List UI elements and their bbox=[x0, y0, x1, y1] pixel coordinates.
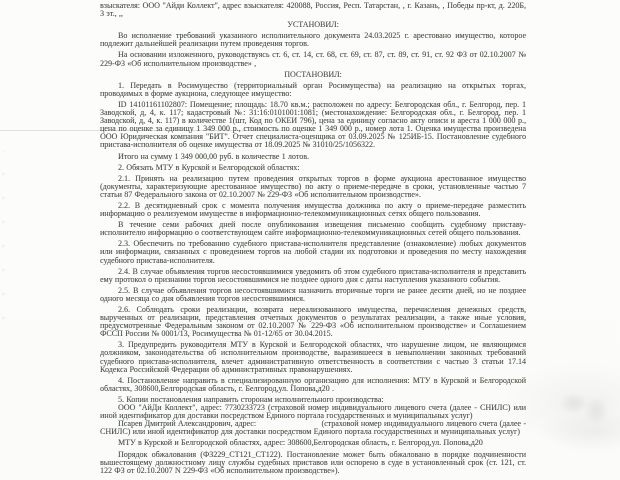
scan-edge-speckle bbox=[2, 150, 5, 330]
para-total-sum: Итого на сумму 1 349 000,00 руб. в количестве 1 лотов. bbox=[118, 151, 309, 161]
document-text-block bbox=[100, 2, 526, 475]
para-1-transfer: 1. Передать в Росимущество (территориальный орган Росимущества) на реализацию на открытых торгах, проводимых в форме аукциона, следующее имущество: bbox=[100, 80, 526, 98]
para-2-1: 2.1. Принять на реализацию путем проведения открытых торгов в форме аукциона арестованное имущество (документы, характеризующие арестованное имущество) по акту о приеме-передаче в сроки, установленные частью 7 статьи 87 Федерального закона от 02.10.2007 № 229-ФЗ «Об исполнительном производстве». bbox=[100, 173, 526, 199]
para-2-6: 2.6. Соблюдать сроки реализации, возврата нереализованного имущества, перечисления денежных средств, вырученных от реализации, представления отчетных документов о результатах реализации, а также иные условия, предусмотренные Федеральным законом от 02.10.2007 № 229-ФЗ «Об исполнительном производстве» и Соглашением ФССП России № 0001/13, Росимущества № 01-12/65 от 30.04.2015. bbox=[100, 305, 526, 339]
para-2-obligate: 2. Обязать МТУ в Курской и Белгородской областях: bbox=[118, 162, 300, 172]
para-property-lot: ID 14101161102807: Помещение; площадь: 18.70 кв.м.; расположен по адресу: Белгородская обл., г. Белгород, пер. 1 Заводской, д, 4, к. 117; кадастровый №: 31:16:0101001:1081; (местонахождение: Белгородская обл., г. Белгород, пер. 1 Заводской, д, 4, к. 117) в количестве 1(шт, Код по ОКЕИ 796), цена за единицу согласно акту описи и ареста 1 000 000 р., цена по оценке за единицу 1 349 000 р., стоимость по оценке 1 349 000 р., номер лота 1. Оценка имущества произведена ООО Юридическая компания "БИТ". Отчет специалиста-оценщика от 03.09.2025 № 125ИБ-15. Постановление судебного пристава-исполнителя об оценке имущества от 18.09.2025 № 31010/25/1056322. bbox=[100, 99, 526, 150]
intro-claimant-line: взыскателя: ООО "Айди Коллект", адрес взыскателя: 420088, Россия, Респ. Татарстан, , г. Казань, , Победы пр-кт, д. 220Б, 3 эт., ,, bbox=[100, 1, 526, 19]
para-4-send: 4. Постановление направить в специализированную организацию для исполнения: МТУ в Курской и Белгородской областях, 308600,Белгородская область, г. Белгород,ул. Попова,д20 . bbox=[100, 375, 526, 393]
para-2-2-note: В течение семи рабочих дней после опубликования извещения письменно сообщить судебному приставу-исполнителю информацию о соответствующем сайте информационно-телекоммуникационных сетей общего пользования. bbox=[100, 220, 526, 238]
para-2-5: 2.5. В случае объявления торгов несостоявшимися назначить вторичные торги не ранее десяти дней, но не позднее одного месяца со дня объявления торгов несостоявшимися. bbox=[100, 285, 526, 303]
para-execution-arrest: Во исполнение требований указанного исполнительного документа 24.03.2025 г. арестовано имущество, которое подлежит дальнейшей реализации путем проведения торгов. bbox=[100, 31, 526, 49]
para-2-3: 2.3. Обеспечить по требованию судебного пристава-исполнителя представление (ознакомление) любых документов или информации, связанных с проведением торгов на любой стадии их подготовки и проведения по месту нахождения судебного пристава-исполнителя. bbox=[100, 239, 526, 265]
para-5-debtor: Псарев Дмитрий Александрович, адрес: (страховой номер индивидуального лицевого счета (далее - СНИЛС) или иной идентификатор для доставки посредством Единого портала государственных и муниципальных услуг) bbox=[100, 419, 526, 437]
para-legal-basis: На основании изложенного, руководствуясь ст. 6, ст. 14, ст. 68, ст. 69, ст. 87, ст. 89, ст. 91, ст. 92 ФЗ от 02.10.2007 № 229-ФЗ «Об исполнительном производстве» , bbox=[100, 50, 526, 68]
para-5-claimant: ООО "АйДи Коллект", адрес: 7730233723 (страховой номер индивидуального лицевого счета (далее - СНИЛС) или иной идентификатор для доставки посредством Единого портала государственных и муниципальных услуг) bbox=[100, 403, 526, 421]
para-5-mtu: МТУ в Курской и Белгородской областях, адрес: 308600,Белгородская область, г. Белгород,ул. Попова,д20 bbox=[118, 438, 483, 448]
para-2-4: 2.4. В случае объявления торгов несостоявшимися уведомить об этом судебного пристава-исполнителя и представить ему протокол о признании торгов несостоявшимися не позднее одного дня с даты наступления указанного события. bbox=[100, 266, 526, 284]
bleed-through-artifact bbox=[556, 385, 614, 431]
heading-ustanovil: УСТАНОВИЛ: bbox=[287, 20, 339, 30]
para-appeal-order: Порядок обжалования (ФЗ229_СТ121_СТ122). Постановление может быть обжаловано в порядке подчиненности вышестоящему должностному лицу службы судебных приставов или оспорено в суде в установленный срок (ст. 121, ст. 122 ФЗ от 02.10.2007 N 229-ФЗ «Об исполнительном производстве»). bbox=[100, 449, 526, 475]
heading-postanovil: ПОСТАНОВИЛ: bbox=[284, 69, 342, 79]
para-5-copies: 5. Копии постановления направить сторонам исполнительного производства: bbox=[118, 394, 384, 404]
para-3-warn: 3. Предупредить руководителя МТУ в Курской и Белгородской областях, что нарушение лицом, не являющимся должником, законодательства об исполнительном производстве, выразившееся в невыполнении законных требований судебного пристава-исполнителя, влечет административную ответственность в соответствии с частью 3 статьи 17.14 Кодекса Российской Федерации об административных правонарушениях. bbox=[100, 340, 526, 374]
para-2-2: 2.2. В десятидневный срок с момента получения имущества должника по акту о приеме-передаче разместить информацию о реализуемом имуществе в информационно-телекоммуникационных сетях общего пользования. bbox=[100, 200, 526, 219]
